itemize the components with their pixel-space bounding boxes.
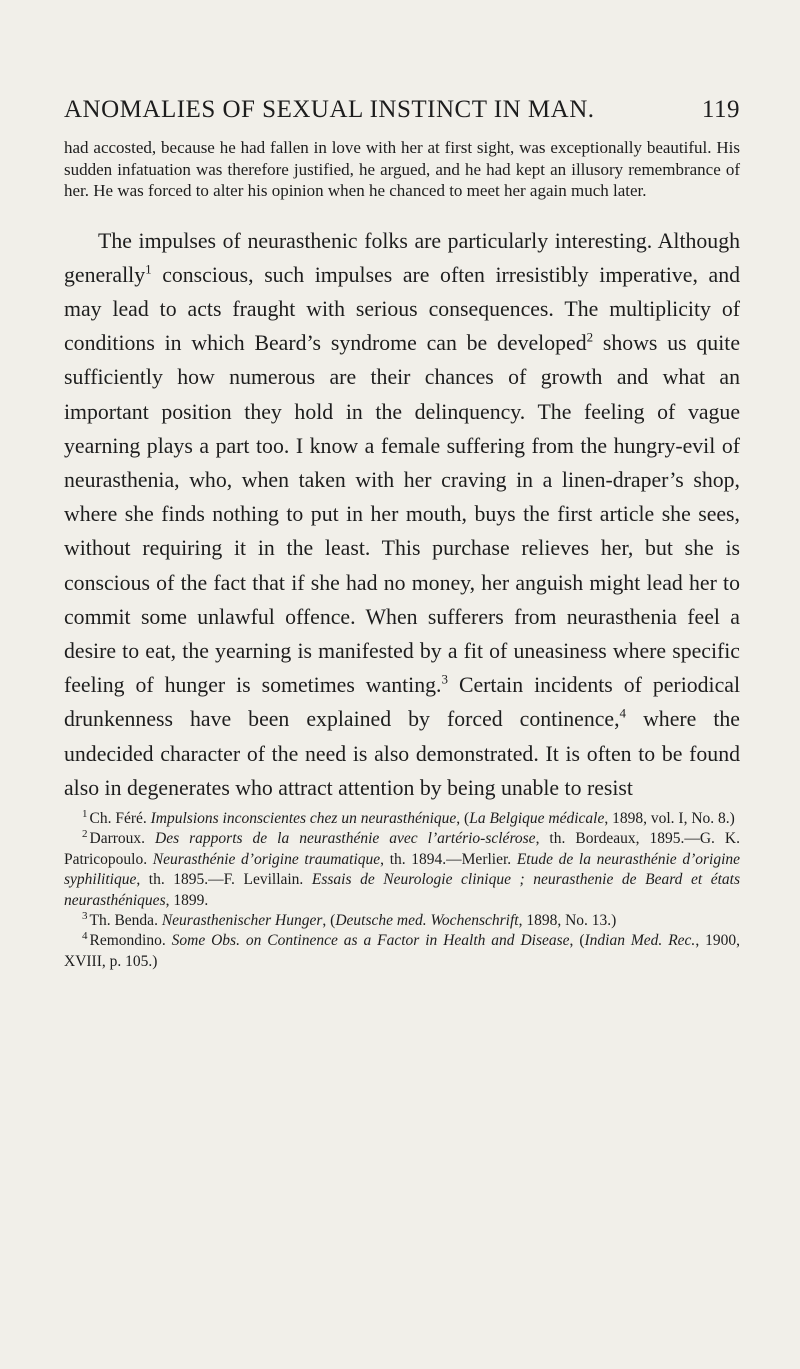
footnote-2-details-3: , th. 1895.—F. Levillain.	[136, 871, 312, 889]
footnote-ref-2: 2	[586, 329, 594, 345]
main-text-part-2: conscious, such impulses are often irresistibly imperative, and may lead to acts fraught with serious consequences. The multiplicity of conditions in which Beard’s syndrome can be developed	[64, 262, 740, 356]
page-number: 119	[701, 96, 740, 123]
footnote-2-number: 2	[82, 828, 88, 841]
footnote-4-sep: , (	[569, 932, 585, 950]
footnote-1-title: Impulsions inconscientes chez un neurasthénique	[150, 809, 457, 827]
footnote-4-number: 4	[82, 930, 88, 943]
footnote-2-title-1: Des rapports de la neurasthénie avec l’artério-sclérose	[155, 830, 536, 848]
footnote-1-sep: , (	[456, 809, 470, 827]
footnote-3	[64, 911, 740, 931]
footnote-2-details-4: , 1899.	[165, 891, 209, 909]
footnote-2-author-1: Darroux.	[89, 830, 156, 848]
footnote-1-details: , 1898, vol. I, No. 8.)	[604, 809, 735, 827]
footnote-1-author: Ch. Féré.	[89, 809, 151, 827]
main-text-part-3: shows us quite sufficiently how numerous are their chances of growth and what an important position they hold in the delinquency. The feeling of vague yearning plays a part too. I know a female suffering from the hungry-evil of neurasthenia, who, when taken with her craving in a linen-draper’s shop, where she finds nothing to put in her mouth, buys the first article she sees, without requiring it in the least. This purchase relieves her, but she is conscious of the fact that if she had no money, her anguish might lead her to commit some unlawful offence. When sufferers from neurasthenia feel a desire to eat, the yearning is manifested by a fit of uneasiness where specific feeling of hunger is sometimes wanting.	[64, 331, 740, 698]
footnote-3-journal: Deutsche med. Wochenschrift	[335, 911, 519, 929]
footnote-1-journal: La Belgique médicale	[469, 809, 605, 827]
footnote-ref-3: 3	[441, 671, 448, 687]
footnote-ref-1: 1	[145, 261, 152, 277]
footnote-3-title: Neurasthenischer Hunger	[161, 911, 323, 929]
main-text-part-4: Certain incidents of periodical drunkenness have been explained by forced continence,	[64, 673, 741, 732]
footnote-3-number: 3	[82, 909, 88, 922]
book-page	[64, 95, 740, 972]
main-paragraph	[64, 224, 740, 805]
main-text-part-5: where the undecided character of the need is also demonstrated. It is often to be found also in degenerates who attract attention by being unable to resist	[64, 707, 740, 800]
footnote-1-number: 1	[82, 807, 88, 820]
footnote-3-details: , 1898, No. 13.)	[518, 911, 617, 929]
footnote-ref-4: 4	[619, 706, 627, 722]
footnote-2-title-3: Etude de la neurasthénie d’origine syphilitique	[64, 850, 741, 889]
footnote-4	[64, 931, 740, 972]
footnotes	[64, 809, 740, 972]
footnote-4-title: Some Obs. on Continence as a Factor in Health and Disease	[171, 932, 570, 950]
footnote-2-title-2: Neurasthénie d’origine traumatique	[152, 850, 381, 868]
footnote-1	[64, 809, 740, 829]
footnote-3-author: Th. Benda.	[89, 911, 162, 929]
footnote-4-author: Remondino.	[89, 932, 172, 950]
footnote-3-sep: , (	[322, 911, 336, 929]
main-text-part-1: The impulses of neurasthenic folks are particularly interesting. Although generally	[64, 228, 740, 287]
footnote-4-details: , 1900, XVIII, p. 105.)	[64, 932, 740, 970]
continued-paragraph: had accosted, because he had fallen in love with her at first sight, was exceptionally beautiful. His sudden infatuation was therefore justified, he argued, and he had kept an illusory remembrance of her. He was forced to alter his opinion when he chanced to meet her again much later.	[64, 138, 740, 200]
footnote-2	[64, 829, 740, 911]
footnote-4-journal: Indian Med. Rec.	[584, 932, 696, 950]
footnote-2-title-4: Essais de Neurologie clinique ; neurasthenie de Beard et états neurasthéniques	[64, 871, 741, 909]
running-title: ANOMALIES OF SEXUAL INSTINCT IN MAN.	[64, 96, 595, 123]
running-header	[64, 95, 740, 125]
footnote-2-details-2: , th. 1894.—Merlier.	[380, 850, 517, 868]
footnote-2-details-1: , th. Bordeaux, 1895.—G. K. Patricopoulo.	[64, 830, 740, 868]
